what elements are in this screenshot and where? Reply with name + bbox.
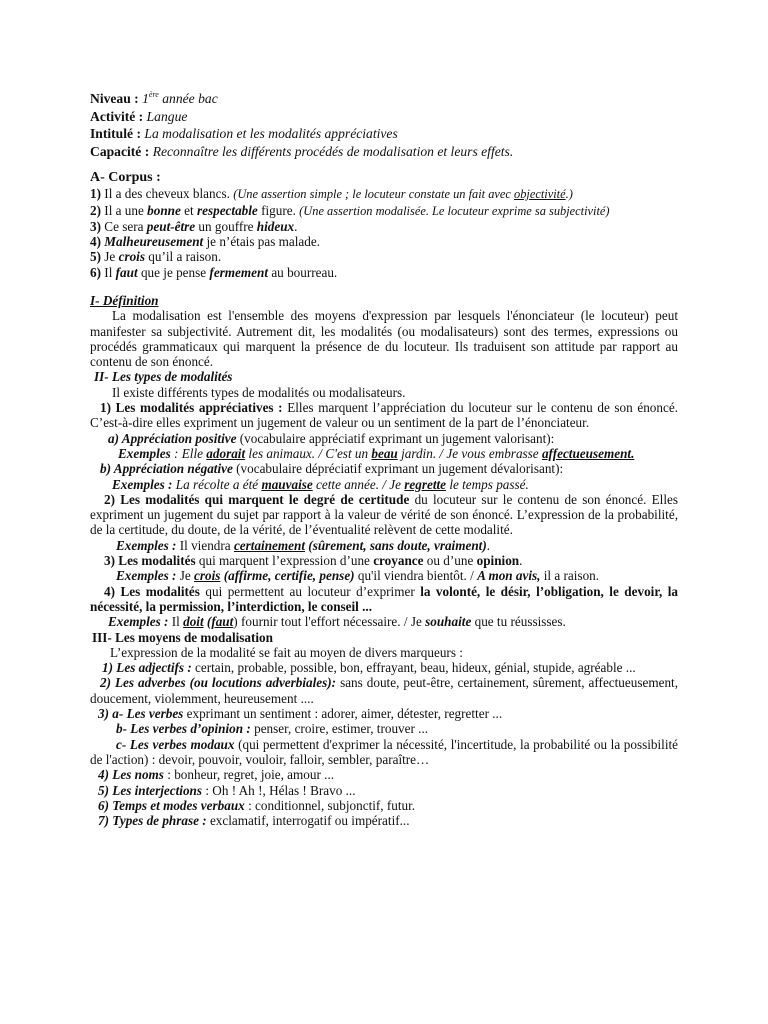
moyens-intro: L’expression de la modalité se fait au moyen de divers marqueurs : xyxy=(110,644,463,660)
word: la volonté, le désir, l’obligation, le devoir, la nécessité, la permission, l’interdiction, le conseil ... xyxy=(90,583,678,614)
word: fermement xyxy=(209,264,269,280)
moyen-3b xyxy=(90,721,678,736)
appreciation-positive-text: (vocabulaire appréciatif exprimant un jugement valorisant): xyxy=(236,430,555,446)
definition-text: La modalisation est l'ensemble des moyens d'expression par lesquels l'énonciateur (le locuteur) peut manifester sa subjectivité. Autrement dit, les modalités (ou modalisateurs) sont des termes, expressions ou procédés grammaticaux qui marquent la présence de du locuteur. Ils traduisent son attitude par rapport au contenu de son énoncé. xyxy=(90,308,678,370)
text: un gouffre xyxy=(195,218,257,234)
capacite-line xyxy=(90,143,690,161)
text: jardin. / Je vous embrasse xyxy=(397,445,542,461)
word: regrette xyxy=(404,476,447,492)
corpus-line-2 xyxy=(90,203,678,219)
example-label: Exemples : xyxy=(108,614,169,630)
word: Malheureusement xyxy=(101,234,204,250)
text: Il viendra xyxy=(176,537,234,553)
text: les animaux. / C'est un xyxy=(245,445,372,461)
example-label: Exemples : xyxy=(112,476,173,492)
type-1-para xyxy=(90,400,678,431)
num: 2) xyxy=(90,202,101,218)
moyen-2 xyxy=(90,675,678,706)
text: qu’il a raison. xyxy=(144,249,222,265)
text: figure. xyxy=(257,202,300,218)
moyen-head: 5) Les interjections xyxy=(98,782,203,798)
moyen-text: sans doute, peut-être, certainement, sûrement, affectueusement, doucement, violemment, heureusement .... xyxy=(90,675,679,706)
num: 3) xyxy=(90,218,101,234)
num: 1) xyxy=(90,186,101,202)
num: 6) xyxy=(90,264,101,280)
text: (Une assertion simple ; le locuteur constate un fait avec xyxy=(233,187,514,202)
main-section xyxy=(90,293,678,828)
moyens-title: III- Les moyens de modalisation xyxy=(92,629,273,645)
text: Il xyxy=(168,614,184,630)
appreciation-negative-head: b) Appréciation négative xyxy=(100,461,233,477)
niveau-label: Niveau : xyxy=(90,91,139,106)
moyen-text: certain, probable, possible, bon, effrayant, beau, hideux, génial, stupide, agréable ... xyxy=(191,660,636,676)
text: ( xyxy=(203,614,212,630)
num: 4) xyxy=(90,234,101,250)
moyen-3c xyxy=(90,737,678,768)
moyen-1 xyxy=(90,660,678,675)
corpus-title: A- Corpus : xyxy=(90,170,161,185)
appreciation-negative-text: (vocabulaire dépréciatif exprimant un jugement dévalorisant): xyxy=(232,461,564,477)
niveau-num: 1 xyxy=(142,91,149,106)
example-label: Exemples xyxy=(118,445,171,461)
moyen-head: 6) Temps et modes verbaux xyxy=(98,797,245,813)
types-intro: Il existe différents types de modalités ou modalisateurs. xyxy=(112,384,406,400)
text: . xyxy=(486,537,491,553)
moyen-head: c- Les verbes modaux xyxy=(116,736,235,752)
moyen-head: b- Les verbes d’opinion : xyxy=(116,721,251,737)
moyen-text: : conditionnel, subjonctif, futur. xyxy=(244,797,416,813)
word: affectueusement. xyxy=(541,445,635,461)
text: Il a des cheveux blancs. xyxy=(101,186,234,202)
text: cette année. / Je xyxy=(312,476,405,492)
moyen-text: penser, croire, estimer, trouver ... xyxy=(250,721,429,737)
example-1 xyxy=(90,446,678,461)
word: souhaite xyxy=(425,614,472,630)
text: et xyxy=(180,202,197,218)
example-label: Exemples : xyxy=(116,568,177,584)
capacite-value: Reconnaître les différents procédés de modalisation et leurs effets. xyxy=(152,143,514,159)
activite-value: Langue xyxy=(146,108,188,124)
type-4-para xyxy=(90,584,678,615)
text: ) fournir tout l'effort nécessaire. / Je xyxy=(233,614,426,630)
moyen-text: : Oh ! Ah !, Hélas ! Bravo ... xyxy=(202,782,356,798)
word: certainement xyxy=(233,537,305,553)
text: que tu réussisses. xyxy=(471,614,566,630)
type-1-head: 1) Les modalités appréciatives : xyxy=(100,400,283,416)
text: La récolte a été xyxy=(172,476,262,492)
word: crois xyxy=(118,249,145,265)
text: qu'il viendra bientôt. / xyxy=(354,568,478,584)
corpus-line-4 xyxy=(90,234,678,249)
moyen-text: : bonheur, regret, joie, amour ... xyxy=(163,767,335,783)
corpus-section xyxy=(90,170,678,280)
moyen-head: 3) a- Les verbes xyxy=(98,706,184,722)
example-label: Exemples : xyxy=(116,537,177,553)
word: doit xyxy=(183,614,204,630)
types-title: II- Les types de modalités xyxy=(94,369,233,385)
intitule-label: Intitulé : xyxy=(90,126,141,141)
niveau-line xyxy=(90,86,690,108)
type-3-head: 3) Les modalités xyxy=(104,553,196,569)
word: hideux xyxy=(256,218,295,234)
type-3-para xyxy=(90,553,678,568)
word: faut xyxy=(115,264,138,280)
word: (affirme, certifie, pense) xyxy=(220,568,355,584)
definition-title: I- Définition xyxy=(90,293,159,308)
example-2 xyxy=(90,477,678,492)
text: : Elle xyxy=(170,445,207,461)
text: que je pense xyxy=(137,264,210,280)
num: 5) xyxy=(90,249,101,265)
capacite-label: Capacité : xyxy=(90,143,150,159)
word: peut-être xyxy=(146,218,196,234)
text: je n’étais pas malade. xyxy=(203,234,321,250)
word: faut xyxy=(211,614,234,630)
type-2-text: du locuteur sur le contenu de son énoncé. Elles expriment un jugement du sujet par rapport à la valeur de vérité de son énoncé. L’expression de la probabilité, de la certitude, du doute, de la vérité, de l’éventualité relèvent de cette modalité. xyxy=(90,491,678,538)
example-4 xyxy=(90,568,678,583)
activite-label: Activité : xyxy=(90,108,144,124)
text: . xyxy=(519,553,523,569)
intitule-line xyxy=(90,125,690,143)
word: opinion xyxy=(476,553,520,569)
word: croyance xyxy=(373,553,424,569)
word: crois xyxy=(194,568,221,584)
type-2-head: 2) Les modalités qui marquent le degré de certitude xyxy=(104,491,410,507)
appreciation-positive-head: a) Appréciation positive xyxy=(108,430,237,446)
text: qui permettent au locuteur d’exprimer xyxy=(199,583,421,599)
corpus-line-1 xyxy=(90,186,678,202)
appreciation-negative xyxy=(90,461,678,476)
type-2-para xyxy=(90,492,678,538)
type-1-text: Elles marquent l’appréciation du locuteur sur le contenu de son énoncé. C’est-à-dire elles expriment un jugement de valeur ou un sentiment de la part de l’énonciateur. xyxy=(90,400,678,431)
moyen-text: (qui permettent d'exprimer la nécessité, l'incertitude, la probabilité ou la possibilité de l'action) : devoir, pouvoir, vouloir, falloir, sembler, paraître… xyxy=(90,736,679,767)
corpus-line-3 xyxy=(90,219,678,234)
niveau-text: année bac xyxy=(162,91,218,106)
example-5 xyxy=(90,614,678,629)
text: objectivité xyxy=(514,187,566,202)
text: le temps passé. xyxy=(446,476,529,492)
word: mauvaise xyxy=(261,476,313,492)
text: il a raison. xyxy=(540,568,600,584)
moyen-head: 1) Les adjectifs : xyxy=(102,660,192,676)
text: au bourreau. xyxy=(268,264,338,280)
word: bonne xyxy=(147,202,181,218)
appreciation-positive xyxy=(90,431,678,446)
word: (sûrement, sans doute, vraiment) xyxy=(305,537,487,553)
word: beau xyxy=(371,445,398,461)
niveau-value xyxy=(142,91,218,106)
moyen-head: 4) Les noms xyxy=(98,767,164,783)
moyen-3a xyxy=(90,706,678,721)
text: ou d’une xyxy=(423,553,477,569)
moyen-7 xyxy=(90,813,678,828)
text: Il a une xyxy=(101,202,148,218)
moyen-5 xyxy=(90,783,678,798)
text: .) xyxy=(565,187,573,202)
moyen-text: exprimant un sentiment : adorer, aimer, détester, regretter ... xyxy=(183,706,503,722)
text: . xyxy=(294,218,298,234)
moyen-4 xyxy=(90,767,678,782)
text: Je xyxy=(176,568,195,584)
header-block xyxy=(90,86,690,160)
example-3 xyxy=(90,538,678,553)
type-4-head: 4) Les modalités xyxy=(104,583,200,599)
moyen-6 xyxy=(90,798,678,813)
text: Ce sera xyxy=(101,218,147,234)
corpus-line-6 xyxy=(90,265,678,280)
word: respectable xyxy=(196,202,258,218)
moyen-head: 7) Types de phrase : xyxy=(98,813,207,829)
text: Je xyxy=(101,249,119,265)
moyen-head: 2) Les adverbes (ou locutions adverbiales): xyxy=(100,675,337,691)
text: Il xyxy=(101,264,116,280)
word: A mon avis, xyxy=(477,568,541,584)
corpus-line-5 xyxy=(90,249,678,264)
moyen-text: exclamatif, interrogatif ou impératif... xyxy=(206,813,410,829)
intitule-value: La modalisation et les modalités appréciatives xyxy=(144,126,398,141)
niveau-sup: ère xyxy=(148,90,159,99)
activite-line xyxy=(90,108,690,126)
text: (Une assertion modalisée. Le locuteur exprime sa subjectivité) xyxy=(299,203,610,218)
text: qui marquent l’expression d’une xyxy=(195,553,374,569)
word: adorait xyxy=(206,445,246,461)
